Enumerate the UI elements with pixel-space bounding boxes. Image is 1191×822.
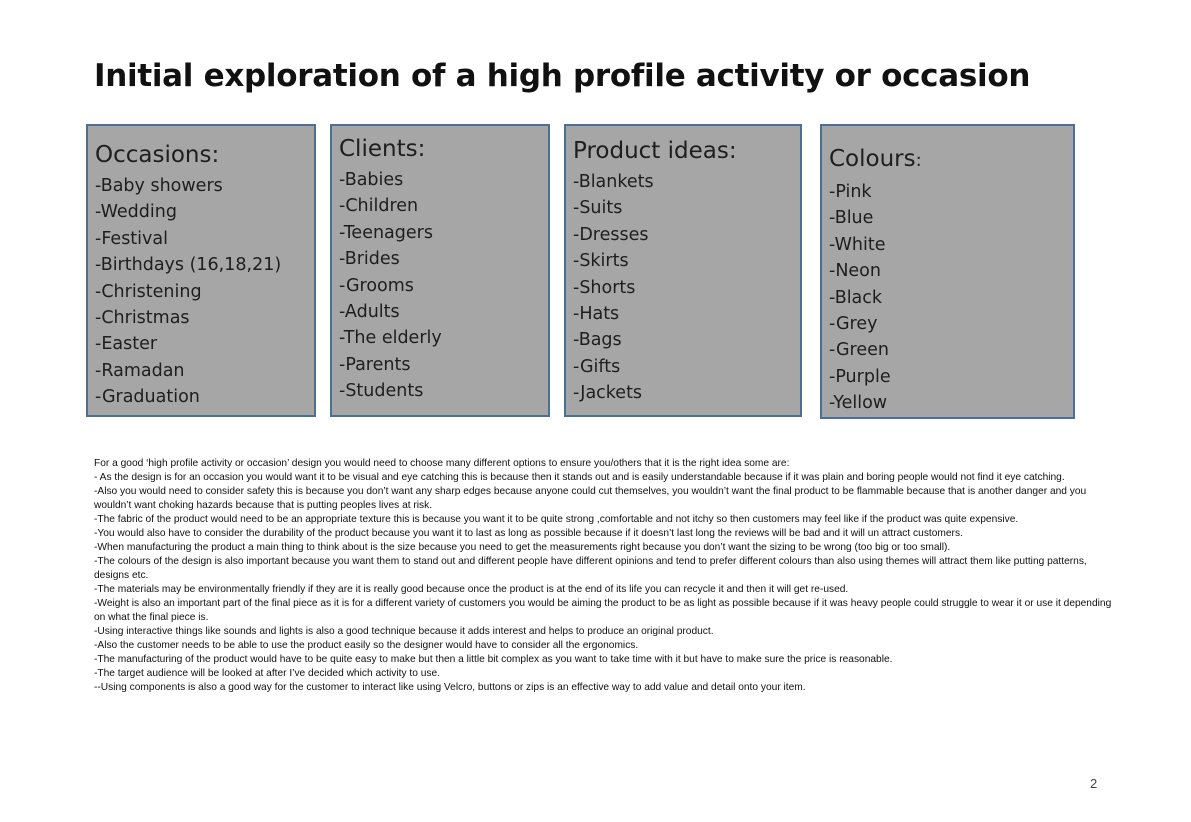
product-ideas-heading: Product ideas: [573,138,737,164]
notes-paragraph: -Weight is also an important part of the final piece as it is for a different variety of customers you would be aiming the product to be as light as possible because if it was heavy people could struggle to wear it or use it depending on what the final piece is. [94,598,1112,623]
colours-list [829,179,1073,417]
colours-heading-text: Colours [829,146,916,172]
notes-paragraph: -When manufacturing the product a main thing to think about is the size because you need to get the measurements right because you don’t want the sizing to be wrong (too big or too small). [94,542,951,553]
colours-box [820,124,1075,419]
notes-paragraph: For a good ‘high profile activity or occasion’ design you would need to choose many different options to ensure you/others that it is the right idea some are: [94,458,790,469]
list-item: -Yellow [829,393,888,414]
list-item: -Shorts [573,277,636,298]
notes-paragraph: -You would also have to consider the durability of the product because you want it to last as long as possible because if it doesn’t last long the reviews will be bad and it will un attract customers. [94,528,963,539]
list-item: -Easter [95,334,158,355]
list-item: -Pink [829,182,872,202]
list-item: -Teenagers [339,222,433,243]
list-item: -Jackets [573,383,643,404]
notes-paragraph: -Using interactive things like sounds and lights is also a good technique because it adds interest and helps to produce an original product. [94,626,714,637]
list-item: -Suits [573,198,623,219]
list-item: -Students [339,381,424,402]
list-item: -The elderly [339,328,442,349]
list-item: -Skirts [573,251,629,272]
notes-paragraph: -The materials may be environmentally friendly if they are it is really good because once the product is at the end of its life you can recycle it and then it will get re-used. [94,584,849,595]
occasions-list [95,173,314,411]
clients-box [330,124,550,417]
occasions-box [86,124,316,417]
page-title: Initial exploration of a high profile activity or occasion [94,58,1031,94]
list-item: -Black [829,287,883,308]
list-item: -Grey [829,314,878,335]
notes-paragraph: -The manufacturing of the product would have to be quite easy to make but then a little bit complex as you want to take time with it but have to make sure the price is reasonable. [94,654,893,665]
list-item: -Ramadan [95,360,185,381]
list-item: -Blue [829,208,874,229]
clients-list [339,167,548,405]
notes-paragraph: -The colours of the design is also important because you want them to stand out and different people have different opinions and tend to prefer different colours than also using themes will attract them like putting patterns, designs etc. [94,556,1087,581]
list-item: -Dresses [573,224,649,245]
colours-heading-colon: : [915,150,922,171]
list-item: -Blankets [573,172,654,192]
list-item: -Babies [339,170,404,190]
list-item: -White [829,234,886,255]
list-item: -Festival [95,228,168,249]
occasions-heading: Occasions: [95,142,220,168]
list-item: -Hats [573,304,620,325]
notes-paragraph: -Also you would need to consider safety this is because you don’t want any sharp edges because anyone could cut themselves, you wouldn’t want the final product to be flammable because that is another danger and you wouldn’t want choking hazards because that is putting peoples lives at risk. [94,486,1087,511]
list-item: -Christmas [95,308,190,329]
list-item: -Brides [339,249,400,270]
notes-paragraph: - As the design is for an occasion you would want it to be visual and eye catching this is because then it stands out and is easily understandable because if it was plain and boring people would not find it eye catching. [94,472,1065,483]
notes-section [94,457,1114,695]
notes-paragraph: -The fabric of the product would need to be an appropriate texture this is because you want it to be quite strong ,comfortable and not itchy so then customers may feel like if the product was quite expensive. [94,514,1019,525]
notes-paragraph: -Also the customer needs to be able to use the product easily so the designer would have to consider all the ergonomics. [94,640,639,651]
product-ideas-list [573,169,800,407]
product-ideas-box [564,124,802,417]
list-item: -Wedding [95,202,177,223]
list-item: -Baby showers [95,176,223,196]
list-item: -Graduation [95,387,200,408]
list-item: -Christening [95,281,202,302]
list-item: -Green [829,340,889,361]
page-number: 2 [1090,776,1098,791]
list-item: -Birthdays (16,18,21) [95,255,282,276]
list-item: -Grooms [339,275,414,296]
clients-heading: Clients: [339,136,426,162]
notes-paragraph: -The target audience will be looked at after I’ve decided which activity to use. [94,668,440,679]
list-item: -Adults [339,302,400,323]
list-item: -Gifts [573,356,621,377]
list-item: -Neon [829,261,881,282]
notes-paragraph: --Using components is also a good way for the customer to interact like using Velcro, buttons or zips is an effective way to add value and detail onto your item. [94,682,806,693]
list-item: -Children [339,196,419,217]
colours-heading [829,145,1073,175]
list-item: -Bags [573,330,622,351]
list-item: -Purple [829,366,891,387]
list-item: -Parents [339,354,411,375]
